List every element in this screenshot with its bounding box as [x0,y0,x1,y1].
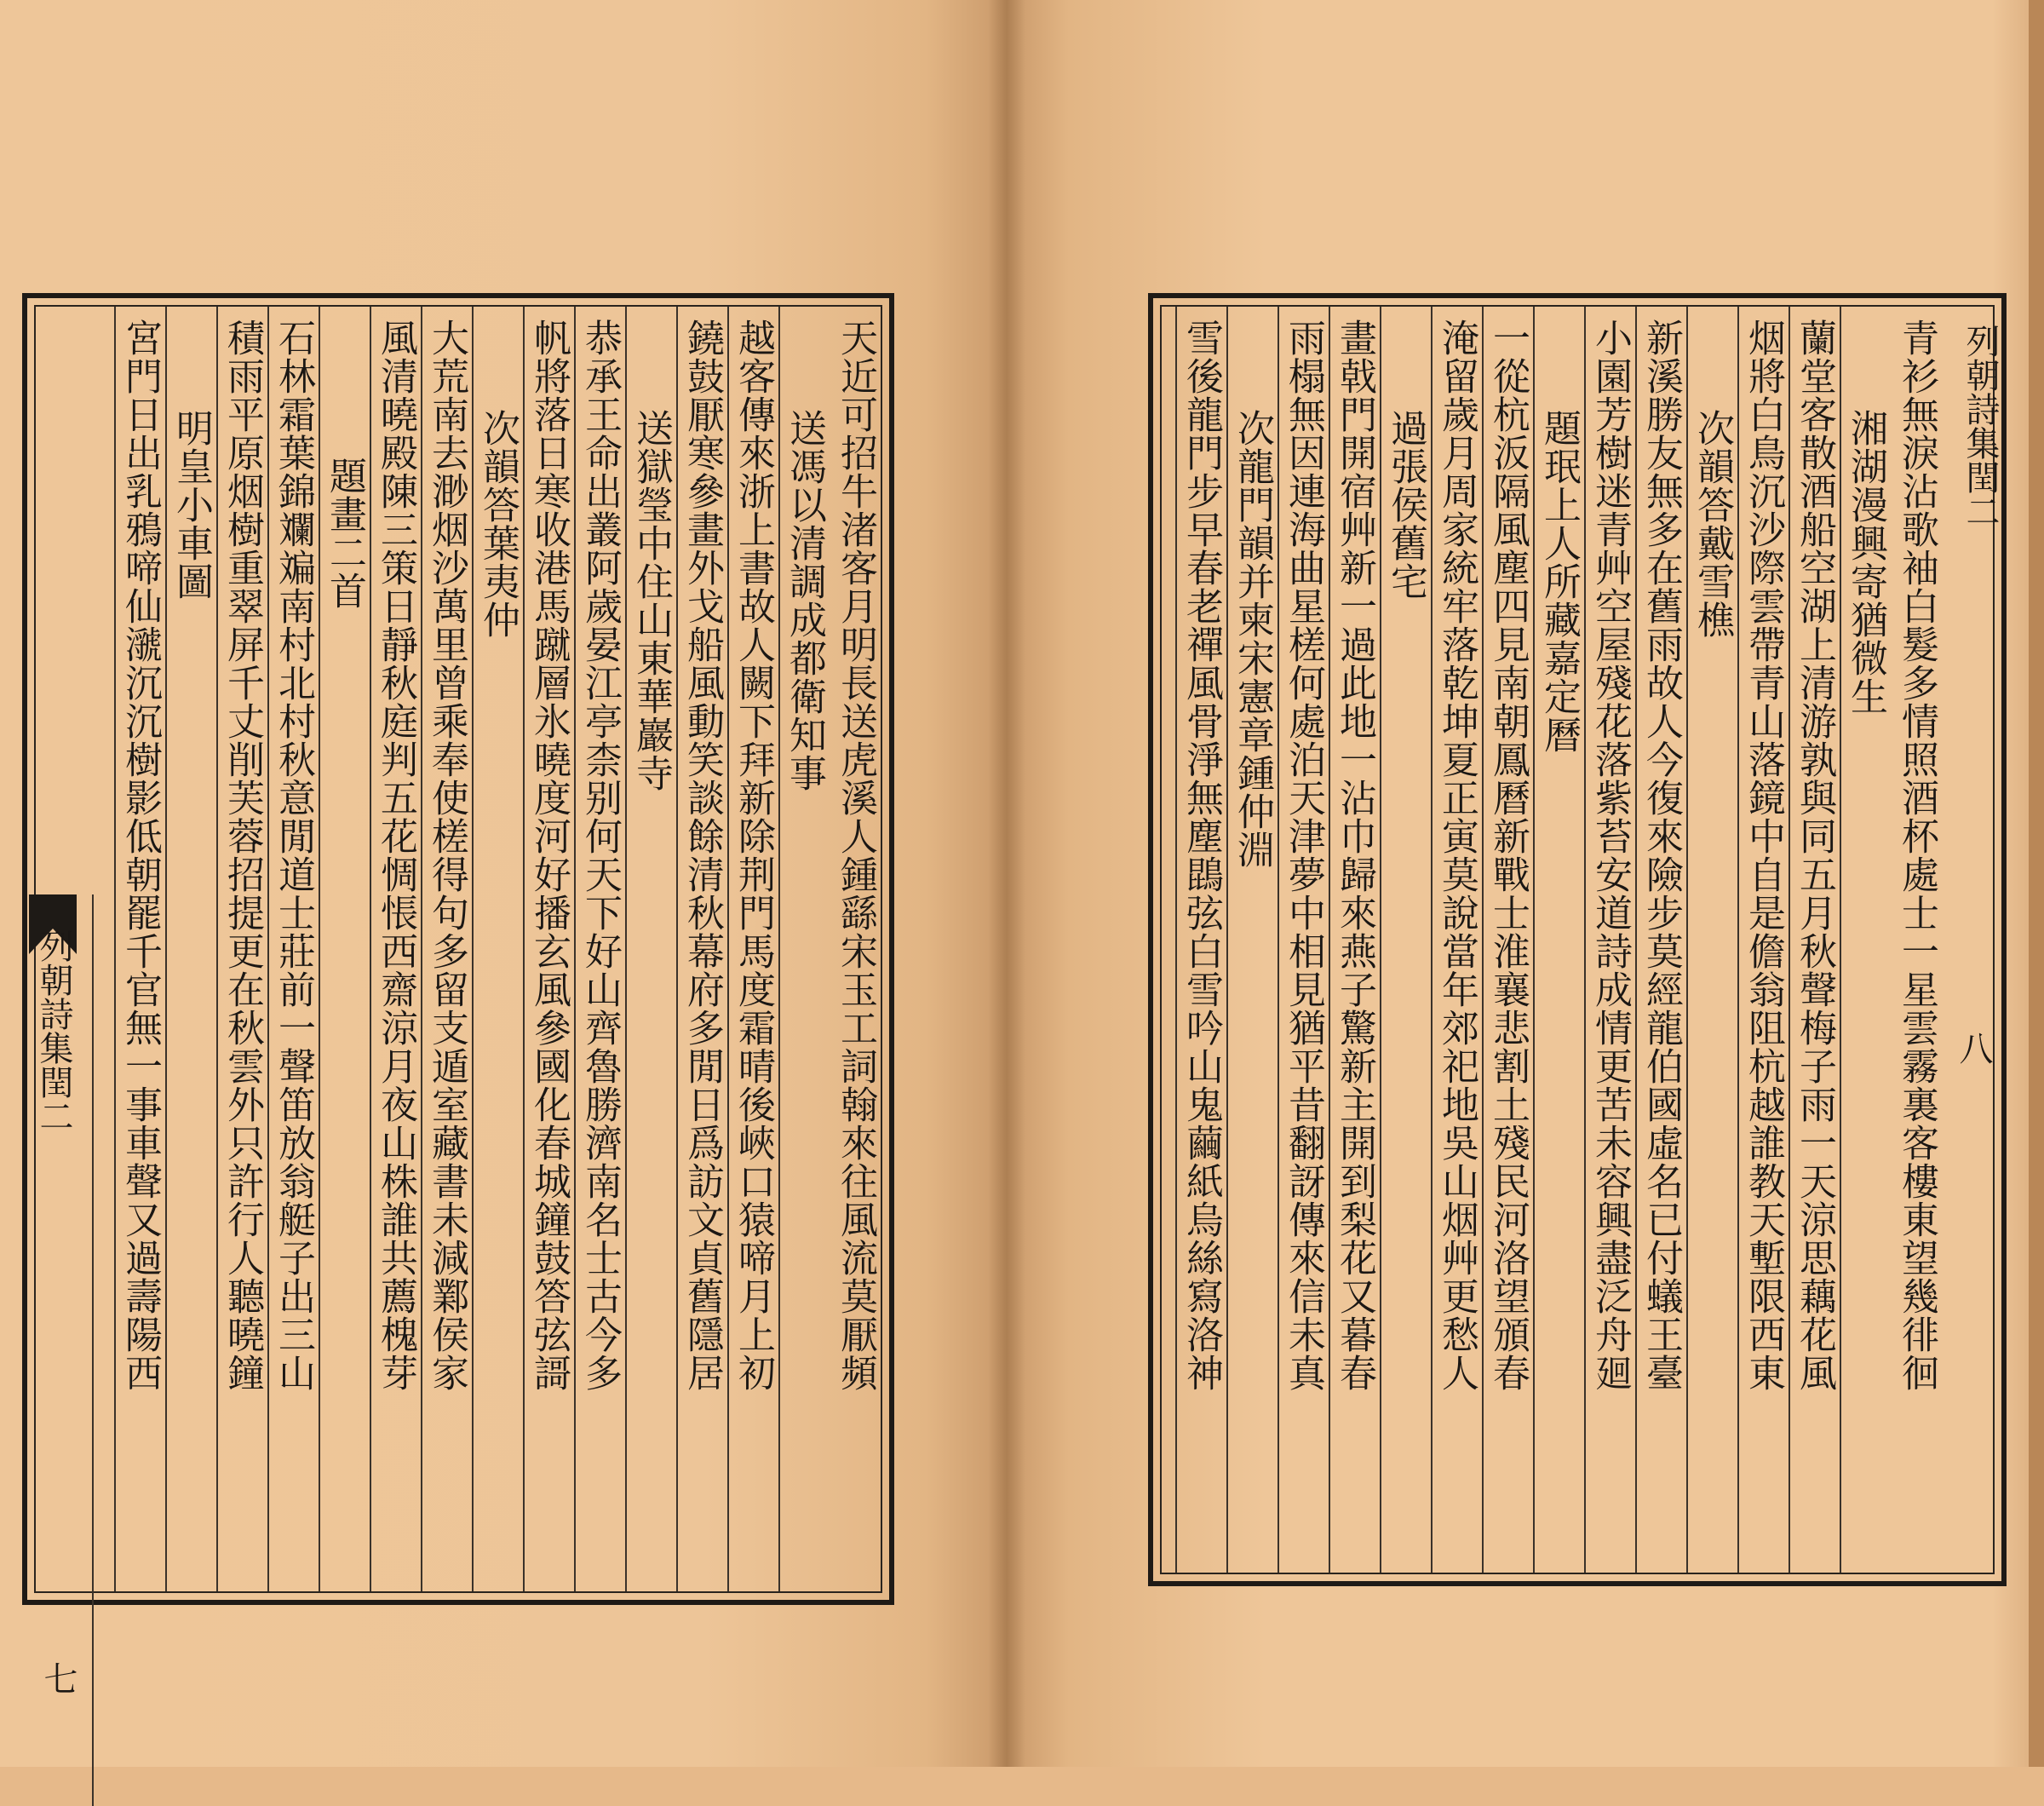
right-folio-number: 八 [1954,1031,1993,1065]
text-column: 一從杭汳隔風塵四見南朝鳳曆新戰士淮襄悲割土殘民河洛望頒春 [1482,307,1533,1573]
text-column: 題珉上人所藏嘉定曆 [1533,307,1584,1573]
text-column: 風清曉殿陳三策日靜秋庭判五花惆悵西齋涼月夜山株誰共薦槐芽 [370,307,421,1591]
text-column: 天近可招牛渚客月明長送虎溪人鍾繇宋玉工詞翰來往風流莫厭頻 [834,319,877,1392]
text-column: 次韻答葉夷仲 [472,307,523,1591]
left-text-columns [29,307,881,1591]
text-column: 畫戟門開宿艸新一過此地一沾巾歸來燕子驚新主開到梨花又暮春 [1329,307,1380,1573]
text-column: 次龍門韻并柬宋憲章鍾仲淵 [1226,307,1278,1573]
text-column: 石林霜葉錦斕斒南村北村秋意閒道士莊前一聲笛放翁艇子出三山 [267,307,319,1591]
text-column: 送馮以清調成都衛知事 [778,307,830,1591]
text-column: 烟將白鳥沉沙際雲帶青山落鏡中自是儋翁阻杭越誰教天塹限西東 [1737,307,1788,1573]
text-column: 鐃鼓厭寒參畫外戈船風動笑談餘清秋幕府多閒日爲訪文貞舊隱居 [676,307,727,1591]
text-column: 湘湖漫興寄猶微生 [1840,307,1891,1573]
book-gutter [988,0,1025,1767]
left-banxin [24,894,94,1806]
text-column: 雨榻無因連海曲星槎何處泊天津夢中相見猶平昔翻訝傳來信未真 [1278,307,1329,1573]
text-column: 恭承王命出叢阿歲晏江亭柰别何天下好山齊魯勝濟南名士古今多 [574,307,625,1591]
right-banxin-title: 列朝詩集閏二 [1961,324,2000,528]
left-folio-number: 七 [38,1661,78,1695]
text-column: 淹留歲月周家統牢落乾坤夏正寅莫說當年郊祀地吳山烟艸更愁人 [1431,307,1482,1573]
text-column: 蘭堂客散酒船空湖上清游孰與同五月秋聲梅子雨一天涼思藕花風 [1788,307,1840,1573]
text-column: 題畫二首 [319,307,370,1591]
text-column: 宮門日出乳鴉啼仙㶁沉沉樹影低朝罷千官無一事車聲又過壽陽西 [114,307,165,1591]
text-column: 明皇小車圖 [165,307,216,1591]
text-column: 小園芳樹迷青艸空屋殘花落紫苔安道詩成情更苦未容興盡泛舟廻 [1584,307,1635,1573]
right-page-frame [1148,293,2007,1586]
left-page-frame [22,293,894,1695]
left-page [0,0,1007,1767]
text-column: 過張侯舊宅 [1380,307,1431,1573]
text-column: 帆將落日寒收港馬蹴層氷曉度河好播玄風參國化春城鐘鼓答弦謌 [523,307,574,1591]
text-column: 越客傳來浙上書故人闕下拜新除荆門馬度霜晴後峽口猿啼月上初 [727,307,778,1591]
right-text-columns [1175,307,1942,1573]
text-column: 次韻答戴雪樵 [1686,307,1737,1573]
text-column: 青衫無淚沾歌袖白髮多情照酒杯處士一星雲霧裏客樓東望幾徘徊 [1895,319,1938,1392]
text-column: 雪後龍門步早春老禪風骨淨無塵鵾弦白雪吟山鬼繭紙烏絲寫洛神 [1175,307,1226,1573]
text-column: 送獄瑩中住山東華巖寺 [625,307,676,1591]
text-column: 新溪勝友無多在舊雨故人今復來險步莫經龍伯國虛名已付蟻王臺 [1635,307,1686,1573]
text-column: 積雨平原烟樹重翠屏千丈削芙蓉招提更在秋雲外只許行人聽曉鐘 [216,307,267,1591]
left-banxin-title: 列朝詩集閏二 [34,929,73,1133]
book-edge [2029,0,2044,1767]
text-column: 大荒南去渺烟沙萬里曾乘奉使槎得句多留支遁室藏書未減鄴侯家 [421,307,472,1591]
right-banxin [1949,298,2008,1286]
right-page [1007,0,2044,1767]
